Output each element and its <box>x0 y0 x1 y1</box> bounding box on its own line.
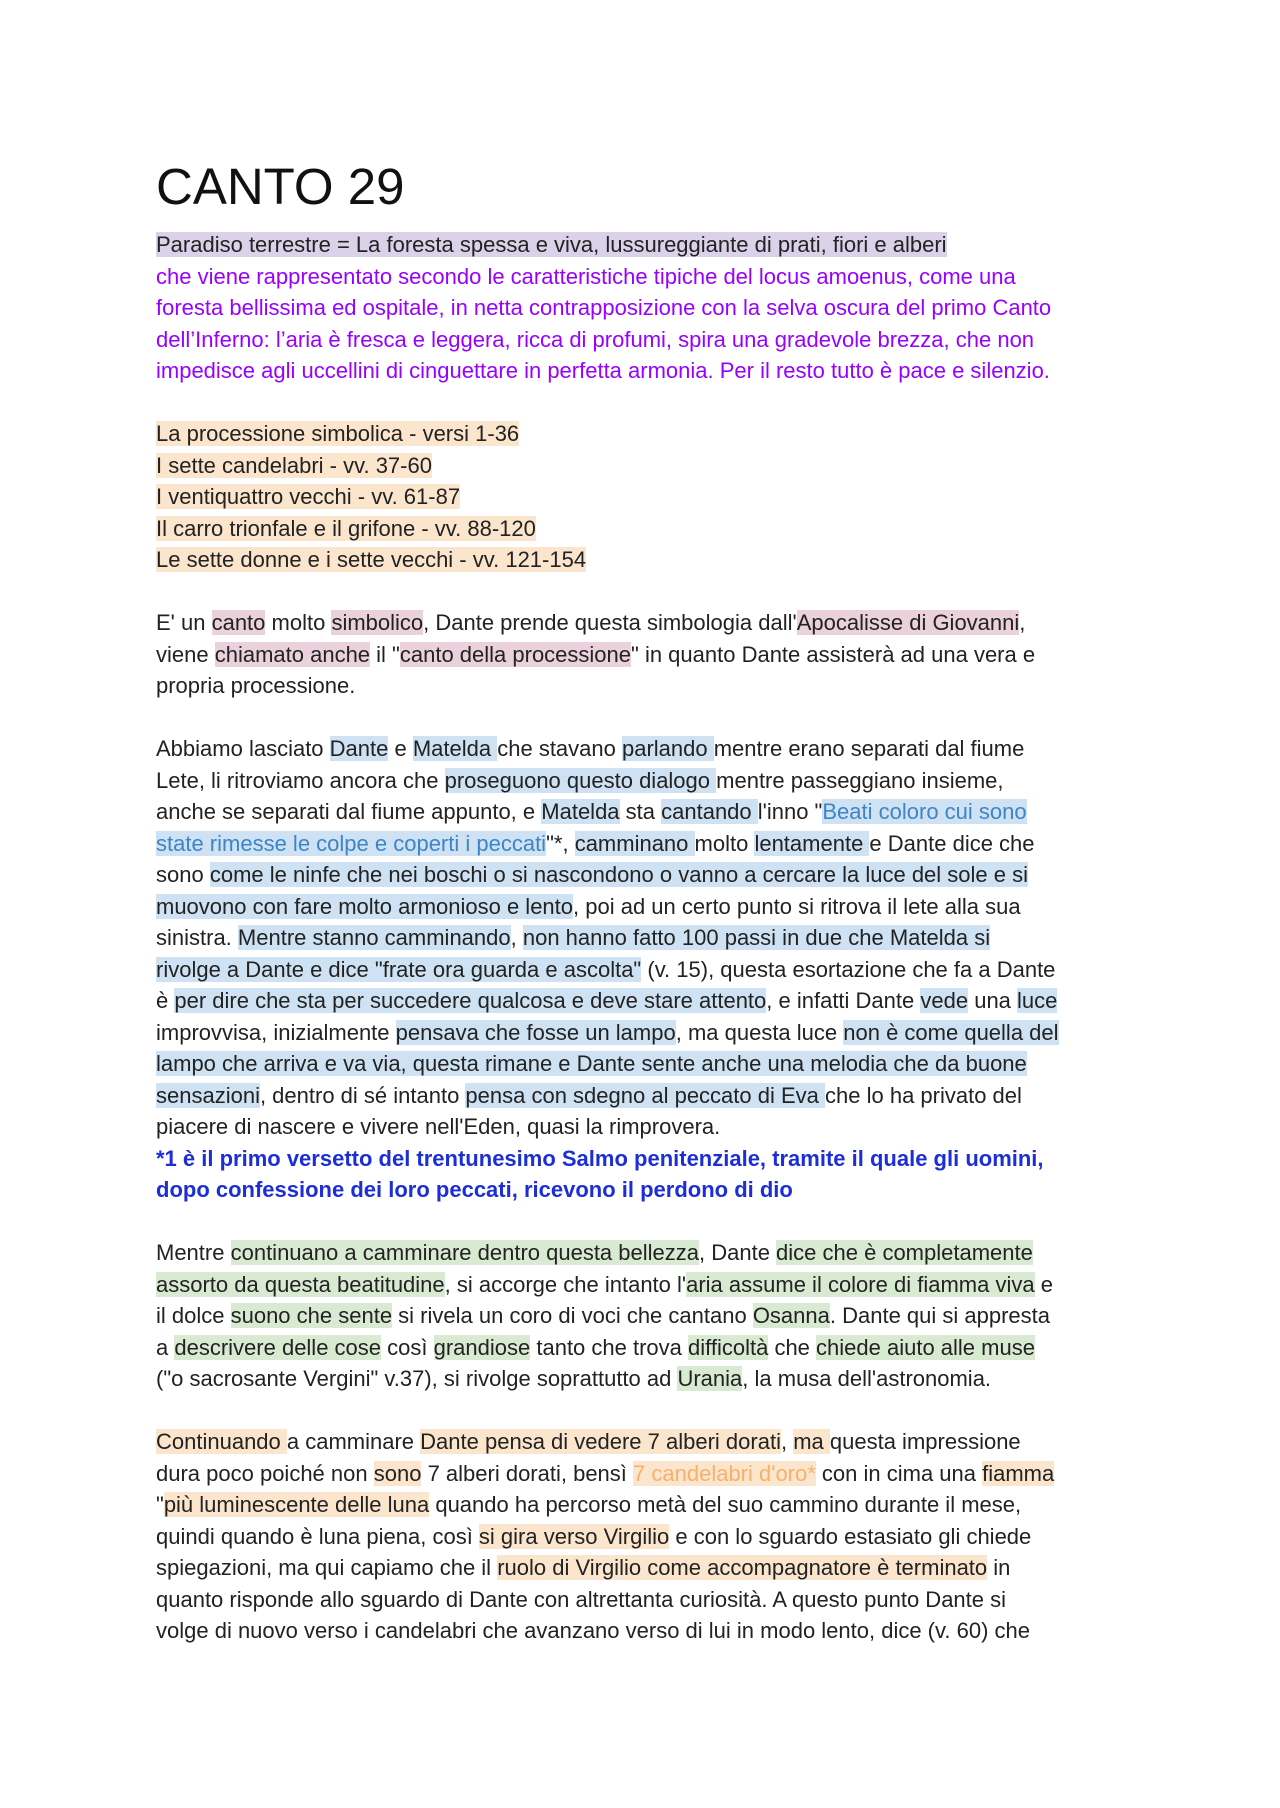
highlight: pensa con sdegno al peccato di Eva <box>465 1082 826 1108</box>
text-line <box>156 1521 1146 1553</box>
text-line <box>156 985 1146 1017</box>
text-run: molto <box>694 830 755 856</box>
highlight: sono <box>373 1460 422 1486</box>
text-run: , <box>1019 610 1026 635</box>
highlight: muovono con fare molto armonioso e lento <box>156 893 574 919</box>
text-run: mentre erano separati dal fiume <box>713 736 1025 761</box>
text-run: , la musa dell'astronomia. <box>742 1366 992 1391</box>
text-run: mentre passeggiano insieme, <box>716 767 1004 793</box>
text-run: (v. 15), questa esortazione che fa a Dante <box>641 956 1056 982</box>
text-run: una <box>968 988 1018 1013</box>
intro-line-2: che viene rappresentato secondo le caratteristiche tipiche del locus amoenus, come una <box>156 263 1016 289</box>
outline-item <box>156 450 1146 482</box>
text-run: , Dante prende questa simbologia dall' <box>423 610 797 635</box>
text-run: dura poco poiché non <box>156 1460 374 1486</box>
text-run: e <box>1034 1271 1053 1297</box>
text-run: Abbiamo lasciato <box>156 736 330 761</box>
text-line <box>156 639 1146 671</box>
highlight: si gira verso Virgilio <box>478 1523 670 1549</box>
outline-item-text: I ventiquattro vecchi - vv. 61-87 <box>156 484 461 509</box>
outline-item-text: La processione simbolica - versi 1-36 <box>156 421 520 446</box>
footnote-line: *1 è il primo versetto del trentunesimo Salmo penitenziale, tramite il quale gli uomini, <box>156 1145 1044 1171</box>
text-run: l'inno " <box>757 799 823 824</box>
highlight: grandiose <box>433 1334 531 1360</box>
spacer <box>156 387 1146 419</box>
text-run: viene <box>156 641 215 667</box>
text-run: anche se separati dal fiume appunto, e <box>156 799 542 824</box>
highlight: sensazioni <box>156 1082 260 1108</box>
highlight: difficoltà <box>688 1334 769 1360</box>
text-run: , Dante <box>699 1240 777 1265</box>
footnote-line: dopo confessione dei loro peccati, ricevono il perdono di dio <box>156 1177 793 1202</box>
intro-line-3: foresta bellissima ed ospitale, in netta contrapposizione con la selva oscura del primo Canto <box>156 295 1052 320</box>
text-line <box>156 733 1146 765</box>
outline-item <box>156 513 1146 545</box>
highlight: non è come quella del <box>843 1019 1059 1045</box>
text-line: volge di nuovo verso i candelabri che avanzano verso di lui in modo lento, dice (v. 60) che <box>156 1618 1030 1643</box>
text-run: Lete, li ritroviamo ancora che <box>156 767 445 793</box>
text-run: sinistra. <box>156 925 238 950</box>
text-line <box>156 922 1146 954</box>
highlight: simbolico <box>331 610 424 635</box>
text-run: Mentre <box>156 1240 231 1265</box>
intro-highlight: Paradiso terrestre = La foresta spessa e viva, lussureggiante di prati, fiori e alberi <box>156 232 947 257</box>
text-run: , <box>510 925 523 950</box>
text-run: tanto che trova <box>530 1334 689 1360</box>
highlight: ma <box>793 1429 830 1454</box>
highlight: Urania <box>677 1366 743 1391</box>
text-run: e Dante dice che <box>869 830 1035 856</box>
text-run: sono <box>156 862 210 887</box>
text-run: sta <box>619 799 662 824</box>
text-run: 7 alberi dorati, bensì <box>421 1460 634 1486</box>
text-line <box>156 1300 1146 1332</box>
highlight: chiede aiuto alle muse <box>816 1334 1035 1360</box>
text-run: che <box>768 1334 817 1360</box>
text-line <box>156 1489 1146 1521</box>
text-run: quando ha percorso metà del suo cammino durante il mese, <box>429 1492 1022 1517</box>
text-line <box>156 1080 1146 1112</box>
text-run: il dolce <box>156 1303 231 1328</box>
text-line <box>156 1269 1146 1301</box>
outline-item <box>156 481 1146 513</box>
text-run: così <box>381 1334 434 1360</box>
highlight: descrivere delle cose <box>174 1334 382 1360</box>
text-run: è <box>156 988 175 1013</box>
highlight: più luminescente delle luna <box>163 1492 430 1517</box>
paragraph-candelabri <box>156 1426 1146 1647</box>
text-run: , dentro di sé intanto <box>259 1082 466 1108</box>
highlight: non hanno fatto 100 passi in due che Matelda si <box>522 925 991 950</box>
text-line <box>156 796 1146 828</box>
highlight: Apocalisse di Giovanni <box>796 610 1020 635</box>
text-run: si rivela un coro di voci che cantano <box>392 1303 753 1328</box>
outline-item <box>156 418 1146 450</box>
outline-list <box>156 418 1146 576</box>
highlight: luce <box>1017 988 1058 1013</box>
highlight: come le ninfe che nei boschi o si nascondono o vanno a cercare la luce del sole e si <box>209 862 1028 887</box>
intro-line-1 <box>156 229 1146 261</box>
highlight: cantando <box>661 799 758 824</box>
highlight: camminano <box>574 830 695 856</box>
text-run: , poi ad un certo punto si ritrova il lete alla sua <box>573 893 1021 919</box>
paragraph-osanna <box>156 1237 1146 1395</box>
highlight: suono che sente <box>230 1303 393 1328</box>
text-run: , si accorge che intanto l' <box>444 1271 687 1297</box>
highlight: aria assume il colore di fiamma viva <box>686 1271 1035 1297</box>
text-run: ("o sacrosante Vergini" v.37), si rivolge soprattutto ad <box>156 1366 678 1391</box>
highlight: Matelda <box>412 736 498 761</box>
text-run: quindi quando è luna piena, così <box>156 1523 479 1549</box>
text-run: a camminare <box>286 1429 421 1454</box>
text-run: " in quanto Dante assisterà ad una vera e <box>631 641 1036 667</box>
text-run: che lo ha privato del <box>825 1082 1022 1108</box>
text-line <box>156 1332 1146 1364</box>
text-run: spiegazioni, ma qui capiamo che il <box>156 1555 498 1580</box>
outline-item-text: Le sette donne e i sette vecchi - vv. 121-154 <box>156 547 587 572</box>
document-content <box>156 155 1146 1647</box>
text-run: "*, <box>546 830 575 856</box>
text-run: e <box>388 736 413 761</box>
highlight: Osanna <box>752 1303 830 1328</box>
highlight: rivolge a Dante e dice "frate ora guarda e ascolta" <box>156 956 642 982</box>
text-line: quanto risponde allo sguardo di Dante con altrettanta curiosità. A questo punto Dante si <box>156 1586 1007 1612</box>
highlight: Continuando <box>156 1429 287 1454</box>
text-run: in <box>987 1555 1011 1580</box>
intro-section <box>156 229 1146 387</box>
highlight: continuano a camminare dentro questa bellezza <box>230 1240 699 1265</box>
psalm-quote: Beati coloro cui sono <box>822 799 1027 824</box>
text-line <box>156 765 1146 797</box>
text-line <box>156 954 1146 986</box>
psalm-quote: state rimesse le colpe e coperti i peccati <box>156 830 547 856</box>
text-run: . Dante qui si appresta <box>829 1303 1051 1328</box>
text-run: E' un <box>156 610 212 635</box>
text-run: improvvisa, inizialmente <box>156 1019 396 1045</box>
text-run: " <box>156 1492 164 1517</box>
highlight: vede <box>920 988 969 1013</box>
text-run: il " <box>370 641 400 667</box>
text-run: che stavano <box>497 736 622 761</box>
highlight: chiamato anche <box>214 641 371 667</box>
page-title: CANTO 29 <box>156 158 405 215</box>
text-run: questa impressione <box>829 1429 1021 1454</box>
highlight: ruolo di Virgilio come accompagnatore è terminato <box>497 1555 988 1580</box>
outline-item <box>156 544 1146 576</box>
highlight: canto <box>211 610 266 635</box>
paragraph-matelda <box>156 733 1146 1206</box>
text-run: molto <box>265 610 332 635</box>
text-run: , <box>780 1429 794 1454</box>
highlight: parlando <box>621 736 714 761</box>
highlight: Dante pensa di vedere 7 alberi dorati <box>420 1429 781 1454</box>
spacer <box>156 576 1146 608</box>
highlight: camminando <box>384 925 511 950</box>
text-line <box>156 1458 1146 1490</box>
highlight: assorto da questa beatitudine <box>156 1271 445 1297</box>
highlight: Matelda <box>541 799 620 824</box>
text-line: piacere di nascere e vivere nell'Eden, quasi la rimprovera. <box>156 1114 721 1139</box>
outline-item-text: I sette candelabri - vv. 37-60 <box>156 452 432 478</box>
spacer <box>156 702 1146 734</box>
text-run: , e infatti Dante <box>766 988 921 1013</box>
highlight: canto della processione <box>399 641 632 667</box>
highlight: proseguono questo dialogo <box>444 767 717 793</box>
highlight: pensava che fosse un lampo <box>395 1019 676 1045</box>
text-line <box>156 891 1146 923</box>
highlight: dice che è completamente <box>776 1240 1033 1265</box>
intro-line-4: dell’Inferno: l’aria è fresca e leggera, ricca di profumi, spira una gradevole brezza, che non <box>156 326 1035 352</box>
text-line <box>156 859 1146 891</box>
highlight: lampo che arriva e va via, questa rimane e Dante sente anche una melodia che da buone <box>156 1051 1027 1076</box>
highlight: lentamente <box>754 830 870 856</box>
highlight: 7 candelabri d'oro* <box>633 1460 816 1486</box>
highlight: Mentre stanno <box>237 925 385 950</box>
text-line <box>156 607 1146 639</box>
text-line <box>156 828 1146 860</box>
text-run: con in cima una <box>815 1460 983 1486</box>
text-run: , ma questa luce <box>675 1019 844 1045</box>
highlight: fiamma <box>982 1460 1055 1486</box>
intro-line-5: impedisce agli uccellini di cinguettare in perfetta armonia. Per il resto tutto è pace e silenzio. <box>156 358 1050 383</box>
text-line <box>156 1426 1146 1458</box>
text-line <box>156 1552 1146 1584</box>
spacer <box>156 1206 1146 1238</box>
text-run: e con lo sguardo estasiato gli chiede <box>669 1523 1032 1549</box>
spacer <box>156 1395 1146 1427</box>
outline-item-text: Il carro trionfale e il grifone - vv. 88-120 <box>156 515 536 541</box>
text-line <box>156 1363 1146 1395</box>
paragraph-symbolism <box>156 607 1146 702</box>
text-run: a <box>156 1334 175 1360</box>
text-line <box>156 1017 1146 1049</box>
text-line <box>156 1048 1146 1080</box>
highlight: per dire che sta per succedere qualcosa e deve stare attento <box>174 988 767 1013</box>
highlight: Dante <box>329 736 389 761</box>
text-line: propria processione. <box>156 673 356 698</box>
text-line <box>156 1237 1146 1269</box>
